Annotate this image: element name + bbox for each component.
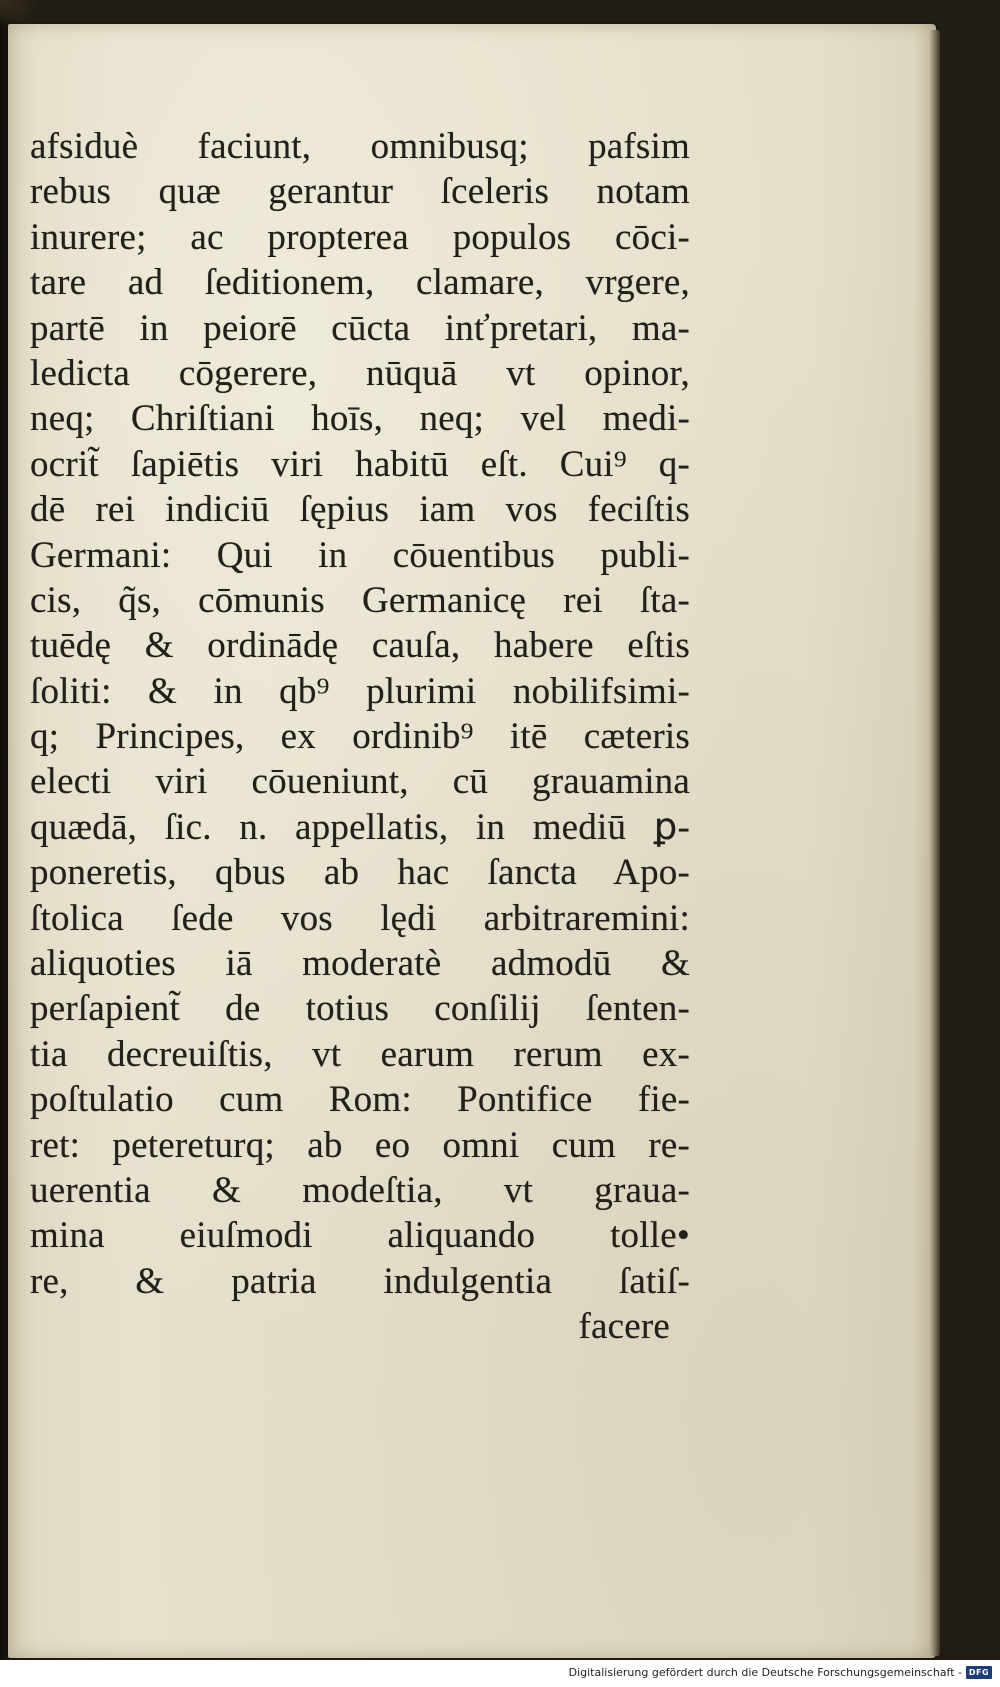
text-line: mina eiuſmodi aliquando tolle• bbox=[30, 1215, 690, 1257]
text-line: inurere; ac propterea populos cōci- bbox=[30, 216, 690, 258]
text-line: rebus quæ gerantur ſceleris notam bbox=[30, 171, 690, 213]
text-line: quædā, ſic. n. appellatis, in mediū ꝑ- bbox=[30, 806, 690, 848]
footer-bar bbox=[0, 1660, 1000, 1687]
text-line: partē in peiorē cūcta inťpretari, ma- bbox=[30, 307, 690, 349]
text-line: poſtulatio cum Rom: Pontifice fie- bbox=[30, 1079, 690, 1121]
page-edge bbox=[930, 30, 940, 1656]
text-line: ocrit̃ ſapiētis viri habitū eſt. Cui⁹ q- bbox=[30, 443, 690, 485]
body-text bbox=[30, 124, 690, 1350]
text-line: ledicta cōgerere, nūquā vt opinor, bbox=[30, 352, 690, 394]
text-line: tare ad ſeditionem, clamare, vrgere, bbox=[30, 262, 690, 304]
text-line: poneretis, qbus ab hac ſancta Apo- bbox=[30, 852, 690, 894]
text-line: perſapient̃ de totius conſilij ſenten- bbox=[30, 988, 690, 1030]
text-line: electi viri cōueniunt, cū grauamina bbox=[30, 761, 690, 803]
text-line: ſtolica ſede vos lędi arbitraremini: bbox=[30, 897, 690, 939]
text-line: tia decreuiſtis, vt earum rerum ex- bbox=[30, 1033, 690, 1075]
text-line: ret: petereturq; ab eo omni cum re- bbox=[30, 1124, 690, 1166]
text-line: afsiduè faciunt, omnibusq; pafsim bbox=[30, 126, 690, 167]
text-line: dē rei indiciū ſępius iam vos feciſtis bbox=[30, 489, 690, 531]
funding-credit: Digitalisierung gefördert durch die Deutsche Forschungsgemeinschaft - bbox=[568, 1666, 962, 1679]
paper-page bbox=[8, 24, 936, 1658]
text-line: neq; Chriſtiani hoīs, neq; vel medi- bbox=[30, 398, 690, 440]
text-line: cis, q̃s, cōmunis Germanicę rei ſta- bbox=[30, 579, 690, 621]
text-line: tuēdę & ordinādę cauſa, habere eſtis bbox=[30, 625, 690, 667]
text-line: q; Principes, ex ordinib⁹ itē cæteris bbox=[30, 716, 690, 758]
text-line: Germani: Qui in cōuentibus publi- bbox=[30, 534, 690, 576]
text-line: aliquoties iā moderatè admodū & bbox=[30, 943, 690, 985]
dfg-logo-icon: DFG bbox=[966, 1666, 992, 1679]
catchword: facere bbox=[578, 1306, 670, 1348]
text-line: re, & patria indulgentia ſatiſ- bbox=[30, 1260, 690, 1302]
text-line: ſoliti: & in qb⁹ plurimi nobilifsimi- bbox=[30, 670, 690, 712]
text-line: uerentia & modeſtia, vt graua- bbox=[30, 1169, 690, 1211]
